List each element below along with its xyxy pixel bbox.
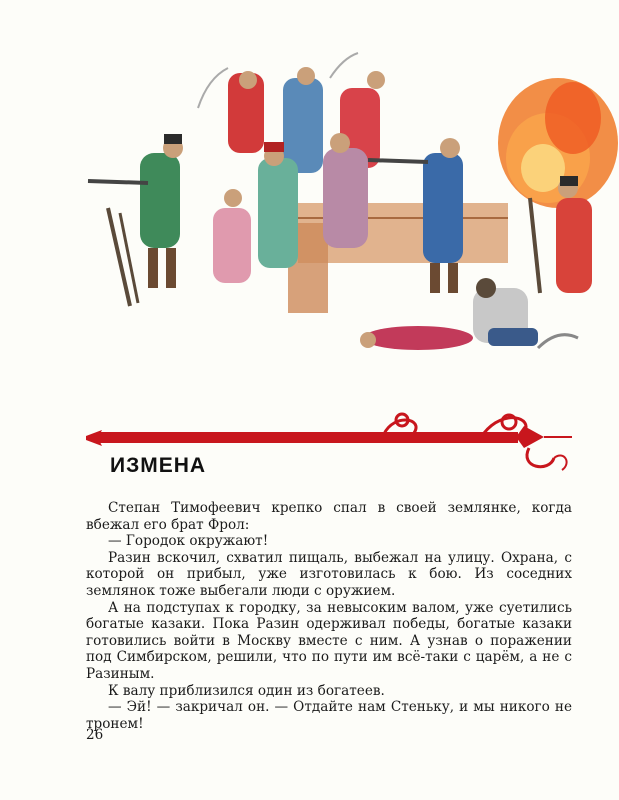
paragraph: — Городок окружают! bbox=[108, 533, 269, 550]
paragraph: Разин вскочил, схватил пищаль, выбежал на улицу. Охрана, с которой он прибыл, уже изготовилась к бою. Из соседних землянок тоже выбегали люди с оружием. bbox=[86, 549, 572, 599]
page-number: 26 bbox=[86, 727, 104, 743]
paragraph: Степан Тимофеевич крепко спал в своей землянке, когда вбежал его брат Фрол: bbox=[86, 500, 572, 533]
paragraph: — Эй! — закричал он. — Отдайте нам Стеньку, и мы никого не тронем! bbox=[86, 699, 572, 732]
chapter-title: ИЗМЕНА bbox=[110, 454, 207, 477]
battle-illustration bbox=[78, 48, 618, 378]
body-text bbox=[86, 500, 572, 732]
paragraph: А на подступах к городку, за невысоким валом, уже суетились богатые казаки. Пока Разин одерживал победы, богатые казаки готовились войти в Москву вместе с ним. А узнав о поражении под Симбирском, решили, что по пути им всё-таки с царём, а не с Разиным. bbox=[86, 599, 572, 682]
paragraph: К валу приблизился один из богатеев. bbox=[108, 682, 385, 699]
fire-icon bbox=[498, 78, 618, 208]
